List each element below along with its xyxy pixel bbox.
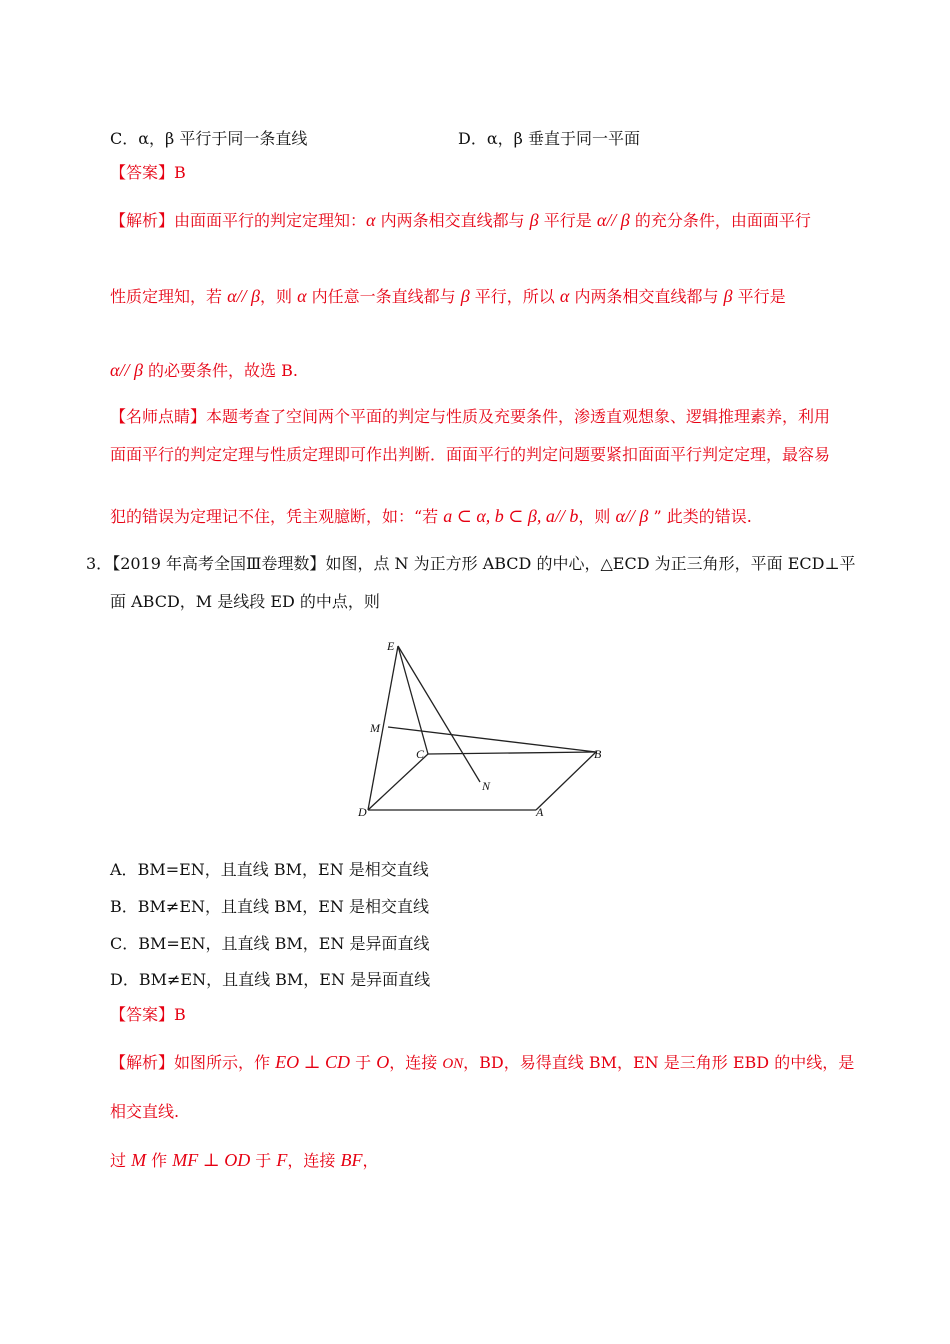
edge-ec [398, 646, 428, 754]
q3-option-letter: A． [110, 860, 138, 879]
q2-analysis-text: 平行是 [538, 211, 597, 230]
q3-analysis-text: 过 [110, 1151, 132, 1170]
edge-ab [536, 752, 596, 810]
q2-tip-text: 面面平行的判定定理与性质定理即可作出判断．面面平行的判定问题要紧扣面面平行判定定理，最容易 [110, 445, 831, 464]
math-alpha: α [297, 286, 307, 306]
math-o: O [376, 1052, 390, 1072]
q2-option-c-letter: C． [110, 129, 139, 148]
math-alpha: α [559, 286, 570, 306]
q3-option-letter: D． [110, 970, 139, 989]
q3-analysis-text: 作 [146, 1151, 173, 1170]
q3-analysis-text: 如图所示，作 [174, 1053, 276, 1072]
q3-answer [110, 1004, 186, 1026]
q3-option-text: BM≠EN，且直线 BM，EN 是异面直线 [138, 970, 431, 989]
q2-answer-value: B [174, 163, 186, 182]
q2-analysis-line-2 [110, 285, 786, 308]
q2-tip-tag: 【名师点睛】 [110, 407, 207, 426]
q2-tip-text: 犯的错误为定理记不住，凭主观臆断，如：“若 [110, 507, 444, 526]
q2-tip-text: ，则 [578, 507, 616, 526]
math-f: F [276, 1150, 288, 1170]
q2-tip-line-1 [110, 406, 830, 428]
q3-option-text: BM≠EN，且直线 BM，EN 是相交直线 [137, 897, 429, 916]
q3-option-a [110, 859, 429, 881]
q3-number: 3． [86, 554, 113, 573]
q2-answer [110, 162, 186, 184]
q3-stem-line-2 [110, 591, 380, 613]
math-eo-perp-cd: EO ⊥ CD [275, 1052, 351, 1072]
q2-tip-text: 本题考查了空间两个平面的判定与性质及充要条件，渗透直观想象、逻辑推理素养，利用 [206, 407, 831, 426]
math-alpha-parallel-beta: α// β [110, 360, 143, 380]
math-beta: β [529, 210, 539, 230]
q2-tip-text: ” 此类的错误. [648, 507, 752, 526]
q3-analysis-text: 于 [350, 1053, 377, 1072]
math-beta: β [723, 286, 733, 306]
math-mf-perp-od: MF ⊥ OD [172, 1150, 251, 1170]
q3-answer-value: B [174, 1005, 186, 1024]
q2-analysis-text: 的充分条件，由面面平行 [629, 211, 811, 230]
q3-geometry-figure [350, 630, 620, 825]
q2-analysis-text: ，则 [260, 287, 298, 306]
math-beta: β [460, 286, 470, 306]
q2-analysis-text: 的必要条件，故选 B. [142, 361, 298, 380]
point-label-n: N [482, 779, 491, 793]
q3-analysis-line-3 [110, 1149, 379, 1172]
q2-analysis-line-1 [110, 209, 811, 232]
q3-stem-text: 如图，点 N 为正方形 ABCD 的中心，△ECD 为正三角形，平面 ECD⊥平 [325, 554, 856, 573]
q2-answer-tag: 【答案】 [110, 163, 175, 182]
math-alpha-parallel-beta: α// β [596, 210, 630, 230]
q3-source: 【2019 年高考全国Ⅲ卷理数】 [112, 554, 326, 573]
point-label-c: C [416, 747, 425, 761]
q3-stem-text: 面 ABCD，M 是线段 ED 的中点，则 [110, 592, 380, 611]
edge-en [398, 646, 480, 782]
q3-analysis-line-2 [110, 1101, 179, 1123]
math-alpha: α [366, 210, 376, 230]
q3-analysis-text: 相交直线. [110, 1102, 180, 1121]
q3-option-b [110, 896, 429, 918]
edge-cb [428, 752, 596, 754]
q3-analysis-text: 于 [250, 1151, 277, 1170]
q3-option-text: BM=EN，且直线 BM，EN 是相交直线 [137, 860, 429, 879]
q2-analysis-text: 平行，所以 [469, 287, 560, 306]
q2-analysis-tag: 【解析】 [110, 211, 175, 230]
q3-analysis-tag: 【解析】 [110, 1053, 175, 1072]
point-label-a: A [536, 805, 544, 819]
q3-analysis-line-1 [110, 1051, 854, 1075]
q2-analysis-text: 内两条相交直线都与 [375, 211, 530, 230]
math-alpha-parallel-beta: α// β [615, 506, 649, 526]
q3-option-text: BM=EN，且直线 BM，EN 是异面直线 [138, 934, 430, 953]
math-alpha-parallel-beta: α// β [227, 286, 261, 306]
math-m: M [131, 1150, 147, 1170]
q2-option-d [458, 128, 640, 150]
q2-analysis-text: 内两条相交直线都与 [569, 287, 724, 306]
q2-option-d-letter: D． [458, 129, 487, 148]
math-bf: BF [340, 1150, 363, 1170]
q2-tip-line-2 [110, 444, 830, 466]
q2-option-c-text: α，β 平行于同一条直线 [138, 129, 308, 148]
q3-analysis-text: ，连接 [389, 1053, 443, 1072]
q3-answer-tag: 【答案】 [110, 1005, 175, 1024]
q2-analysis-text: 性质定理知，若 [110, 287, 228, 306]
math-on: ON [442, 1056, 464, 1072]
point-label-m: M [370, 721, 380, 735]
q3-analysis-text: ， [362, 1151, 379, 1170]
q2-tip-line-3 [110, 505, 752, 528]
q3-option-letter: B． [110, 897, 138, 916]
q2-option-d-text: α，β 垂直于同一平面 [486, 129, 640, 148]
q3-stem-line-1 [86, 553, 856, 575]
q2-analysis-text: 平行是 [732, 287, 786, 306]
q2-analysis-text: 由面面平行的判定定理知： [174, 211, 367, 230]
point-label-b: B [594, 747, 602, 761]
math-condition: a ⊂ α, b ⊂ β, a// b [443, 506, 579, 526]
q3-option-letter: C． [110, 934, 139, 953]
q2-analysis-text: 内任意一条直线都与 [306, 287, 461, 306]
q3-analysis-text: ，连接 [287, 1151, 341, 1170]
q3-analysis-text: ，BD，易得直线 BM，EN 是三角形 EBD 的中线，是 [463, 1053, 855, 1072]
q2-analysis-line-3 [110, 359, 298, 382]
point-label-e: E [387, 639, 395, 653]
q3-option-c [110, 933, 429, 955]
q3-option-d [110, 969, 430, 991]
q2-option-c [110, 128, 307, 150]
point-label-d: D [358, 805, 367, 819]
